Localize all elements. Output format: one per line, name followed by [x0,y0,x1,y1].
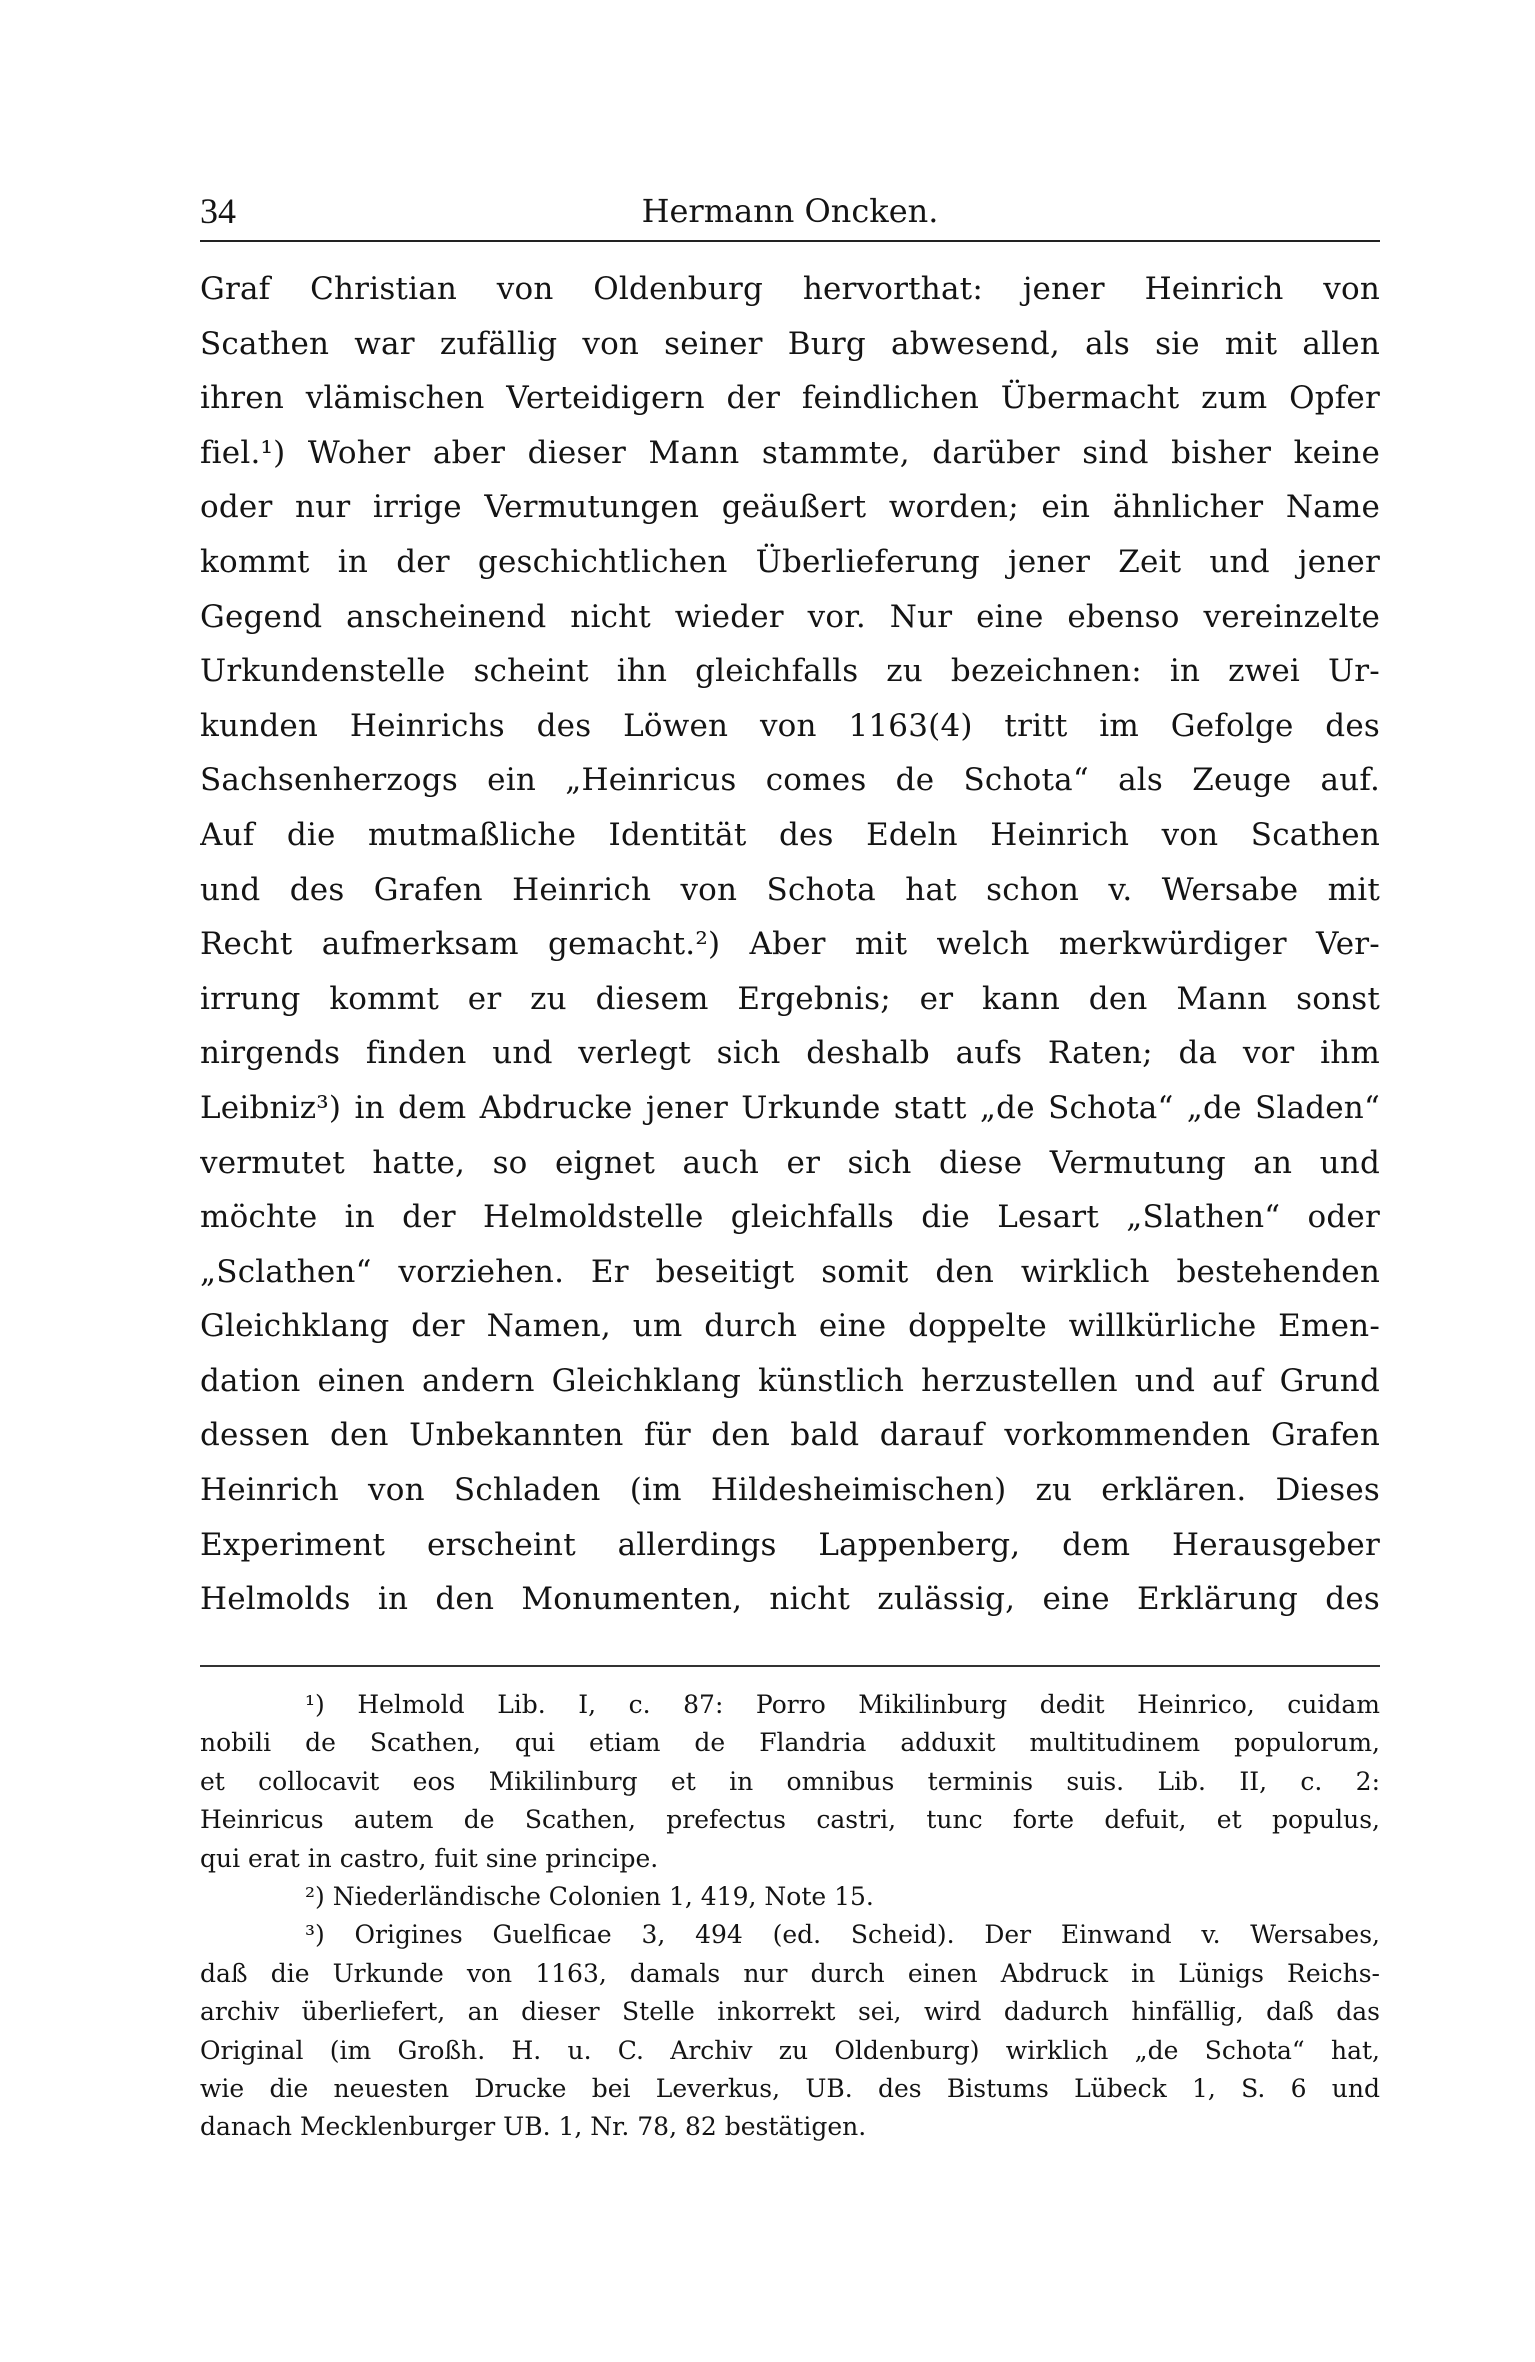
body-line: Graf Christian von Oldenburg hervorthat: jener Heinrich von [200,271,1380,307]
body-line: Auf die mutmaßliche Identität des Edeln Heinrich von Scathen [200,816,1380,853]
body-line: ihren vlämischen Verteidigern der feindlichen Übermacht zum Opfer [200,380,1380,417]
footnote-line: qui erat in castro, fuit sine principe. [200,1843,659,1873]
body-line: Experiment erscheint allerdings Lappenberg, dem Herausgeber [200,1526,1380,1563]
footnote-line: et collocavit eos Mikilinburg et in omnibus terminis suis. Lib. II, c. 2: [200,1766,1380,1796]
body-line: Urkundenstelle scheint ihn gleichfalls zu bezeichnen: in zwei Ur- [200,653,1380,690]
footnote-line: nobili de Scathen, qui etiam de Flandria adduxit multitudinem populorum, [200,1728,1380,1758]
body-line: Sachsenherzogs ein „Heinricus comes de Schota“ als Zeuge auf. [200,762,1380,799]
header-rule [200,240,1380,242]
footnote-1 [200,1686,1380,1878]
body-line: Recht aufmerksam gemacht.²) Aber mit welch merkwürdiger Ver- [200,926,1380,963]
body-line: Scathen war zufällig von seiner Burg abwesend, als sie mit allen [200,325,1380,362]
body-line: vermutet hatte, so eignet auch er sich diese Vermutung an und [200,1144,1380,1181]
body-line: irrung kommt er zu diesem Ergebnis; er kann den Mann sonst [200,980,1380,1017]
body-line: oder nur irrige Vermutungen geäußert worden; ein ähnlicher Name [200,489,1380,526]
footnote-line: wie die neuesten Drucke bei Leverkus, UB. des Bistums Lübeck 1, S. 6 und [200,2073,1380,2103]
body-line: Helmolds in den Monumenten, nicht zulässig, eine Erklärung des [200,1581,1380,1618]
footnote-line: Original (im Großh. H. u. C. Archiv zu Oldenburg) wirklich „de Schota“ hat, [200,2035,1380,2065]
body-line: Heinrich von Schladen (im Hildesheimischen) zu erklären. Dieses [200,1472,1380,1509]
footnote-line: ²) Niederländische Colonien 1, 419, Note 15. [305,1881,874,1911]
body-line: dation einen andern Gleichklang künstlich herzustellen und auf Grund [200,1362,1380,1399]
footnote-line: daß die Urkunde von 1163, damals nur durch einen Abdruck in Lünigs Reichs- [200,1958,1380,1988]
footnote-line: Heinricus autem de Scathen, prefectus castri, tunc forte defuit, et populus, [200,1805,1380,1835]
footnote-line: ³) Origines Guelficae 3, 494 (ed. Scheid). Der Einwand v. Wersabes, [305,1920,1380,1950]
footnote-line: archiv überliefert, an dieser Stelle inkorrekt sei, wird dadurch hinfällig, daß das [200,1997,1380,2027]
footnote-line: danach Mecklenburger UB. 1, Nr. 78, 82 bestätigen. [200,2112,867,2142]
page-header [200,186,1380,236]
body-text [200,262,1380,1627]
body-line: nirgends finden und verlegt sich deshalb aufs Raten; da vor ihm [200,1035,1380,1072]
running-head: Hermann Oncken. [641,192,939,230]
body-line: Leibniz³) in dem Abdrucke jener Urkunde statt „de Schota“ „de Sladen“ [200,1089,1380,1126]
body-line: möchte in der Helmoldstelle gleichfalls die Lesart „Slathen“ oder [200,1199,1380,1236]
body-line: kunden Heinrichs des Löwen von 1163(4) tritt im Gefolge des [200,707,1380,744]
footnote-rule [200,1665,1380,1667]
body-line: Gegend anscheinend nicht wieder vor. Nur eine ebenso vereinzelte [200,598,1380,635]
body-line: kommt in der geschichtlichen Überlieferung jener Zeit und jener [200,543,1380,580]
body-line: fiel.¹) Woher aber dieser Mann stammte, darüber sind bisher keine [200,434,1380,471]
footnotes [200,1686,1380,2147]
body-line: und des Grafen Heinrich von Schota hat schon v. Wersabe mit [200,871,1380,908]
body-line: dessen den Unbekannten für den bald darauf vorkommenden Grafen [200,1417,1380,1454]
body-line: Gleichklang der Namen, um durch eine doppelte willkürliche Emen- [200,1308,1380,1345]
footnote-3 [200,1916,1380,2146]
page-number: 34 [200,191,236,231]
footnote-2 [200,1878,1380,1916]
footnote-line: ¹) Helmold Lib. I, c. 87: Porro Mikilinburg dedit Heinrico, cuidam [305,1690,1380,1719]
body-line: „Sclathen“ vorziehen. Er beseitigt somit den wirklich bestehenden [200,1253,1380,1290]
